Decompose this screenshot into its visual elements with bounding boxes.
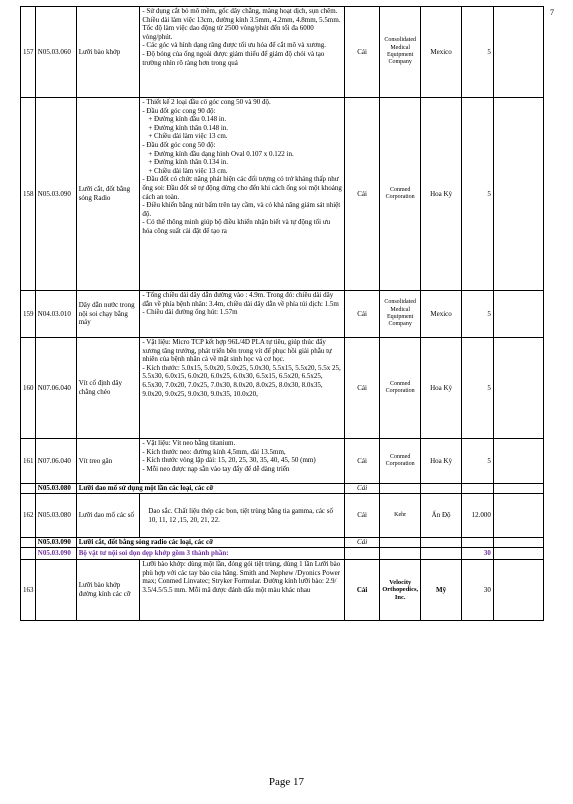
empty-cell xyxy=(421,548,462,560)
quantity: 5 xyxy=(462,338,494,439)
description-line: + Chiều dài làm việc 13 cm. xyxy=(148,166,228,175)
description-line: + Đường kính thân 0.134 in. xyxy=(148,158,229,167)
origin: Mexico xyxy=(421,291,462,338)
empty-cell xyxy=(493,494,543,538)
manufacturer: Conmed Corporation xyxy=(380,439,421,484)
quantity: 5 xyxy=(462,7,494,98)
item-name: Dây dẫn nước trong nội soi chạy bằng máy xyxy=(76,291,140,338)
origin: Hoa Kỳ xyxy=(421,439,462,484)
table-row xyxy=(21,98,544,291)
empty-cell xyxy=(21,548,36,560)
section-quantity: 30 xyxy=(462,548,494,560)
item-code: N07.06.040 xyxy=(35,439,76,484)
table-row xyxy=(21,560,544,621)
equipment-table xyxy=(20,6,544,621)
manufacturer: Velocity Orthopedics, Inc. xyxy=(380,560,421,621)
section-title: Lưỡi dao mổ sử dụng một lần các loại, các cỡ xyxy=(76,484,344,494)
empty-cell xyxy=(21,538,36,548)
item-description xyxy=(140,338,345,439)
item-code: N05.03.080 xyxy=(35,494,76,538)
section-header-row xyxy=(21,484,544,494)
item-description xyxy=(140,7,345,98)
description-line: - Chiều dài đường ống hút: 1.57m xyxy=(142,308,238,317)
section-header-row xyxy=(21,548,544,560)
section-title: Bộ vật tư nội soi dọn dẹp khớp gồm 3 thành phần: xyxy=(76,548,344,560)
table-row xyxy=(21,338,544,439)
empty-cell xyxy=(493,484,543,494)
description-line: - Thiết kế 2 loại đầu có góc cong 50 và 90 độ. xyxy=(142,98,271,106)
description-line: + Đường kính đầu 0.148 in. xyxy=(148,115,227,124)
empty-cell xyxy=(21,484,36,494)
description-line: - Kích thước vòng lặp dài: 15, 20, 25, 30, 35, 40, 45, 50 (mm) xyxy=(142,456,316,465)
empty-cell xyxy=(380,548,421,560)
origin: Hoa Kỳ xyxy=(421,98,462,291)
section-code: N05.03.090 xyxy=(35,538,76,548)
item-name: Lưỡi dao mổ các số xyxy=(76,494,140,538)
description-line: - Đầu đốt có chức năng phát hiện các đối tượng có trở kháng thấp như ống soi: Đầu đốt sẽ tự động dừng cho đến khi cách ống soi một khoảng cách an toàn. xyxy=(142,175,342,201)
item-description: Dao sắc. Chất liệu thép các bon, tiệt trùng bằng tia gamma, các số 10, 11, 12 ,15, 20, 21, 22. xyxy=(140,494,345,538)
page-edge-mark: 7 xyxy=(550,8,554,17)
row-number: 159 xyxy=(21,291,36,338)
empty-cell xyxy=(493,98,543,291)
section-unit: Cái xyxy=(344,484,379,494)
unit: Cái xyxy=(344,291,379,338)
table-row xyxy=(21,7,544,98)
table-row xyxy=(21,291,544,338)
description-line: - Kích thước: 5.0x15, 5.0x20, 5.0x25, 5.0x30, 5.5x15, 5.5x20, 5.5x 25, 5.5x30, 6.0x15, 6.0x20, 6.0x25, 6.0x30, 6.5x15, 6.5x20, 6.5x25, 6.5x30, 7.0x20, 7.0x25, 7.0x30, 8.0x20, 8.0x25, 8.0x30, 8.0x35, 9.0x20, 9.0x25, 9.0x30, 9.0x35, 10.0x20, xyxy=(142,363,341,398)
description-line: - Độ bóng của ống ngoài được giảm thiểu để giảm độ chói và tạo trường nhìn rõ ràng hơn trong quá xyxy=(142,49,325,67)
item-name: Lưỡi bào khớp xyxy=(76,7,140,98)
item-name: Vít cố định dây chằng chéo xyxy=(76,338,140,439)
section-header-row xyxy=(21,538,544,548)
origin: Ấn Độ xyxy=(421,494,462,538)
item-code: N07.06.040 xyxy=(35,338,76,439)
unit: Cái xyxy=(344,338,379,439)
quantity: 5 xyxy=(462,98,494,291)
row-number: 157 xyxy=(21,7,36,98)
manufacturer: Conmed Corporation xyxy=(380,98,421,291)
manufacturer: Kehr xyxy=(380,494,421,538)
description-line: - Đầu đốt góc cong 50 độ: xyxy=(142,140,216,149)
empty-cell xyxy=(380,538,421,548)
description-line: + Đường kính đầu dạng hình Oval 0.107 x 0.122 in. xyxy=(148,149,294,158)
description-line: - Mỗi neo được nạp sẵn vào tay đẩy để dễ dàng triển xyxy=(142,464,290,473)
empty-cell xyxy=(493,338,543,439)
table-row xyxy=(21,439,544,484)
empty-cell xyxy=(493,538,543,548)
unit: Cái xyxy=(344,98,379,291)
origin: Mỹ xyxy=(421,560,462,621)
unit: Cái xyxy=(344,560,379,621)
description-line: - Các góc và hình dạng răng được tối ưu hóa để cắt mô và xương. xyxy=(142,41,326,50)
table-body xyxy=(21,7,544,621)
empty-cell xyxy=(493,291,543,338)
description-line: - Sử dụng cắt bỏ mô mềm, gốc dây chằng, màng hoạt dịch, sụn chêm. xyxy=(142,7,338,15)
item-name: Lưỡi cắt, đốt bằng sóng Radio xyxy=(76,98,140,291)
manufacturer: Conmed Corporation xyxy=(380,338,421,439)
unit: Cái xyxy=(344,439,379,484)
section-code: N05.03.090 xyxy=(35,548,76,560)
item-name: Lưỡi bào khớp đường kính các cỡ xyxy=(76,560,140,621)
row-number: 158 xyxy=(21,98,36,291)
page-number: Page 17 xyxy=(268,776,305,788)
empty-cell xyxy=(493,439,543,484)
unit: Cái xyxy=(344,7,379,98)
description-line: - Vật liệu: Vít neo bằng titanium. xyxy=(142,439,236,447)
section-title: Lưỡi cắt, đốt bằng sóng radio các loại, các cỡ xyxy=(76,538,344,548)
item-code xyxy=(35,560,76,621)
quantity: 12.000 xyxy=(462,494,494,538)
section-code: N05.03.080 xyxy=(35,484,76,494)
table-row xyxy=(21,494,544,538)
description-line: + Chiều dài làm việc 13 cm. xyxy=(148,132,228,141)
description-line: - Tổng chiều dài dây dẫn đường vào : 4.9m. Trong đó: chiều dài dây dẫn về phía bệnh nhân: 3.4m, chiều dài dây dẫn về phía túi dịch: 1.5m xyxy=(142,291,339,308)
description-line: Lưỡi bào khớp: dùng một lần, đóng gói tiệt trùng, dùng 1 lần Lưỡi bào phù hợp với các tay bào của hãng. Smith and Nephew /Dyonics Power max; Conmed Linvatec; Stryker Formular. Đường kính lưỡi bào: 2.9/ 3.5/4.5/5.5 mm. Mỗi mã được đánh dấu một màu khác nhau xyxy=(142,560,341,594)
item-description xyxy=(140,560,345,621)
quantity: 5 xyxy=(462,439,494,484)
quantity: 30 xyxy=(462,560,494,621)
origin: Mexico xyxy=(421,7,462,98)
unit: Cái xyxy=(344,494,379,538)
origin: Hoa Kỳ xyxy=(421,338,462,439)
manufacturer: Consolidated Medical Equipment Company xyxy=(380,7,421,98)
empty-cell xyxy=(462,538,494,548)
row-number: 163 xyxy=(21,560,36,621)
row-number: 161 xyxy=(21,439,36,484)
item-description xyxy=(140,439,345,484)
item-name: Vít treo gân xyxy=(76,439,140,484)
empty-cell xyxy=(380,484,421,494)
description-line: - Vật liệu: Micro TCP kết hợp 96L/4D PLA tự tiêu, giúp thúc đẩy xương tăng trưởng, phát triển bên trong vít để phục hồi giải phẫu tự nhiên của bệnh nhân cả về mặt sinh học và cơ học. xyxy=(142,338,332,364)
empty-cell xyxy=(421,538,462,548)
description-line: Chiều dài làm việc 13cm, đường kính 3.5mm, 4.2mm, 4.8mm, 5.5mm. Tốc độ làm việc dao động từ 2500 vòng/phút đến tối đa 6000 vòng/phút. xyxy=(142,15,341,41)
empty-cell xyxy=(462,484,494,494)
quantity: 5 xyxy=(462,291,494,338)
item-code: N05.03.060 xyxy=(35,7,76,98)
description-line: - Có thể thông minh giúp bộ điều khiển nhận biết và tự động tối ưu hóa công suất cài đặt để tạo ra xyxy=(142,218,331,235)
section-unit: Cái xyxy=(344,538,379,548)
item-description xyxy=(140,291,345,338)
item-description xyxy=(140,98,345,291)
empty-cell xyxy=(493,560,543,621)
item-code: N04.03.010 xyxy=(35,291,76,338)
empty-cell xyxy=(493,548,543,560)
empty-cell xyxy=(493,7,543,98)
description-line: - Đầu đốt góc cong 90 độ: xyxy=(142,106,216,115)
empty-cell xyxy=(421,484,462,494)
item-code: N05.03.090 xyxy=(35,98,76,291)
description-line: - Kích thước neo: đường kính 4,5mm, dài 13.5mm, xyxy=(142,447,286,456)
empty-cell xyxy=(344,548,379,560)
row-number: 160 xyxy=(21,338,36,439)
description-line: - Điều khiển bằng nút bấm trên tay cầm, và có khả năng giám sát nhiệt độ. xyxy=(142,201,341,218)
manufacturer: Consolidated Medical Equipment Company xyxy=(380,291,421,338)
description-line: + Đường kính thân 0.148 in. xyxy=(148,123,229,132)
row-number: 162 xyxy=(21,494,36,538)
